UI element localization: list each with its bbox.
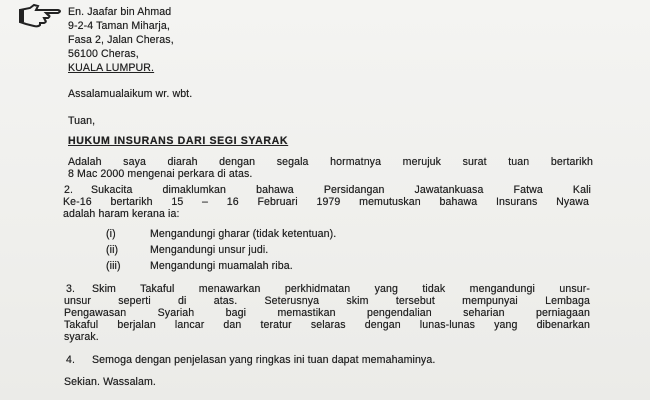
list-item-text: Mengandungi muamalah riba. bbox=[150, 260, 293, 272]
sender-name: En. Jaafar bin Ahmad bbox=[68, 6, 172, 18]
closing: Sekian. Wassalam. bbox=[64, 376, 156, 388]
para2-number: 2. bbox=[64, 184, 74, 196]
sender-address-city: KUALA LUMPUR. bbox=[68, 62, 155, 74]
para3-number: 3. bbox=[66, 283, 76, 295]
para3-line: syarak. bbox=[64, 331, 99, 343]
para3-line: Takaful berjalan lancar dan teratur selaras dengan lunas-lunas yang dibenarkan bbox=[64, 319, 590, 331]
para1-line: 8 Mac 2000 mengenai perkara di atas. bbox=[68, 168, 253, 180]
para3-line: Pengawasan Syariah bagi memastikan pengendalian seharian perniagaan bbox=[64, 307, 590, 319]
para3-line: Skim Takaful menawarkan perkhidmatan yang tidak mengandungi unsur- bbox=[92, 283, 590, 295]
pointing-hand-icon bbox=[18, 2, 66, 28]
list-item-text: Mengandungi unsur judi. bbox=[150, 244, 269, 256]
list-item-text: Mengandungi gharar (tidak ketentuan). bbox=[150, 228, 337, 240]
greeting: Assalamualaikum wr. wbt. bbox=[68, 88, 193, 100]
para4-number: 4. bbox=[66, 354, 76, 366]
sender-address-line: 9-2-4 Taman Miharja, bbox=[68, 20, 170, 32]
list-item-number: (i) bbox=[106, 228, 116, 240]
para4-text: Semoga dengan penjelasan yang ringkas ini tuan dapat memahaminya. bbox=[92, 354, 436, 366]
sender-address-line: Fasa 2, Jalan Cheras, bbox=[68, 34, 174, 46]
para2-line: adalah haram kerana ia: bbox=[63, 208, 180, 220]
list-item-number: (ii) bbox=[106, 244, 119, 256]
salutation: Tuan, bbox=[68, 115, 96, 127]
list-item-number: (iii) bbox=[106, 260, 121, 272]
subject-heading: HUKUM INSURANS DARI SEGI SYARAK bbox=[68, 135, 289, 147]
sender-address-line: 56100 Cheras, bbox=[68, 48, 139, 60]
para3-line: unsur seperti di atas. Seterusnya skim tersebut mempunyai Lembaga bbox=[64, 295, 590, 307]
para2-line: Ke-16 bertarikh 15 – 16 Februari 1979 memutuskan bahawa Insurans Nyawa bbox=[63, 196, 589, 208]
para2-line: Sukacita dimaklumkan bahawa Persidangan Jawatankuasa Fatwa Kali bbox=[91, 184, 591, 196]
para1-line: Adalah saya diarah dengan segala hormatnya merujuk surat tuan bertarikh bbox=[68, 156, 593, 168]
